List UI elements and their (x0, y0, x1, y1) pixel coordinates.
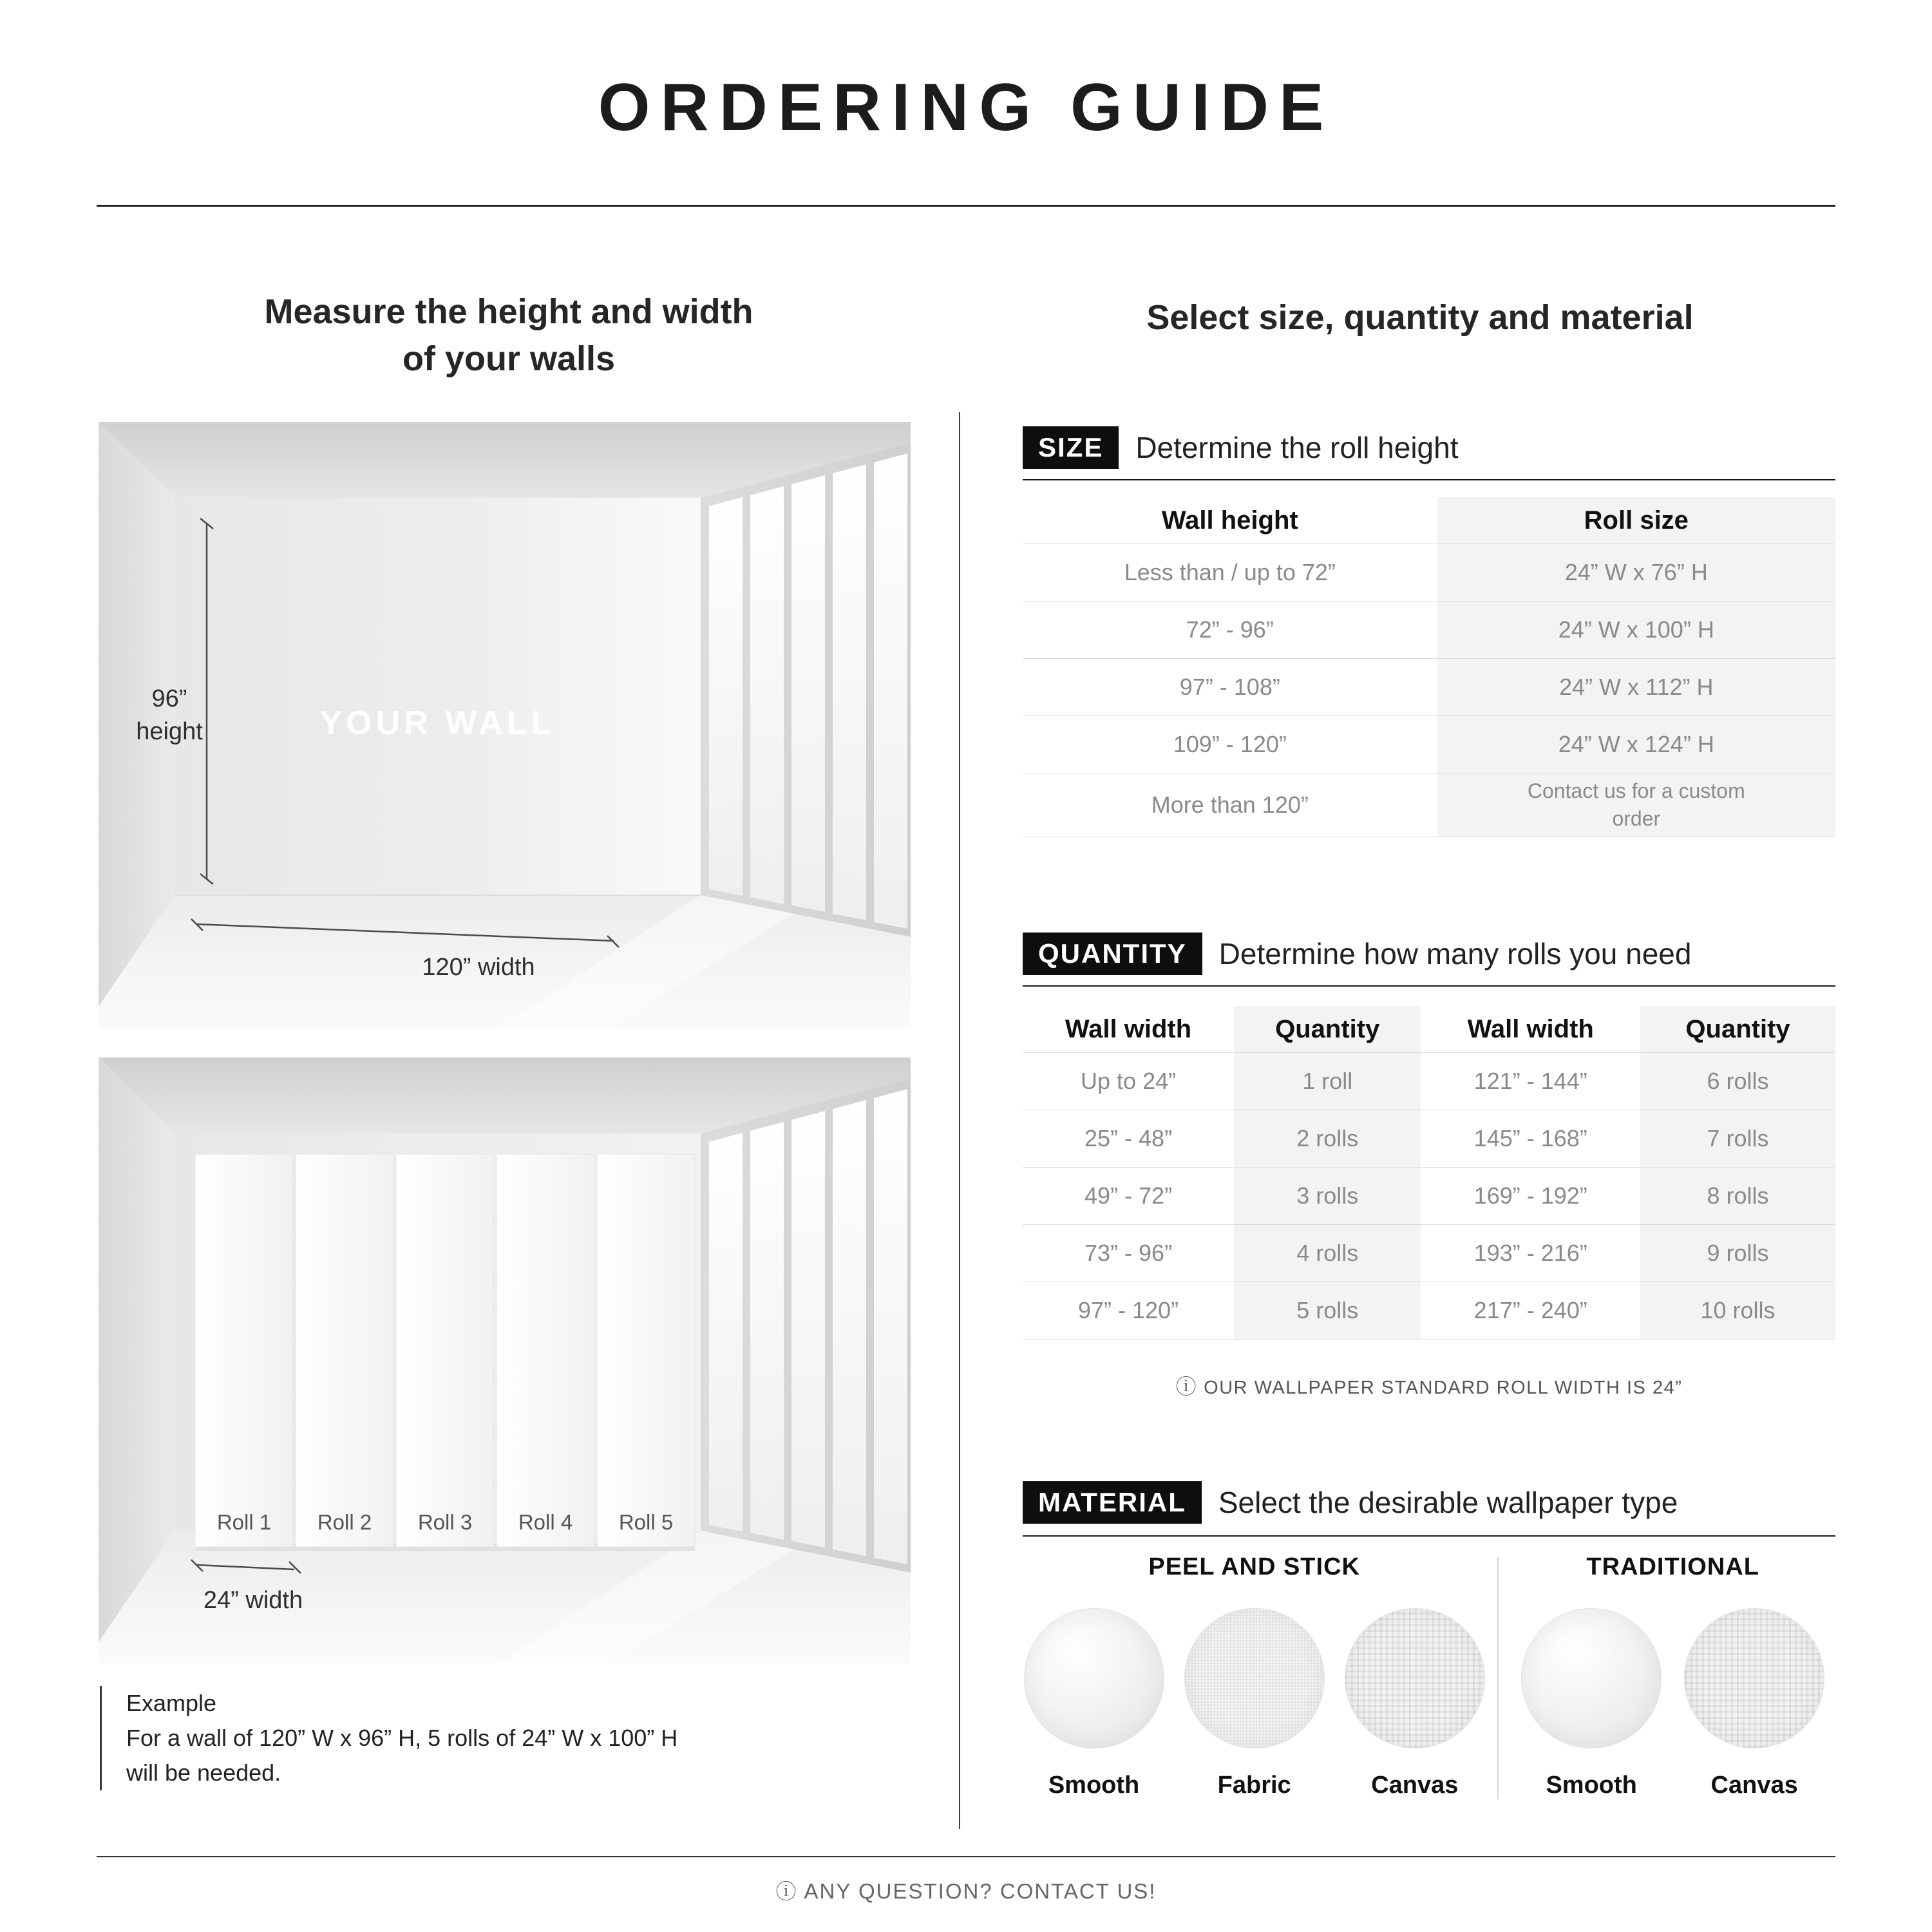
smooth-texture-icon (1521, 1608, 1662, 1748)
size-table-row (1023, 601, 1835, 659)
size-table-row (1023, 716, 1835, 773)
canvas-texture-icon (1684, 1608, 1824, 1748)
swatch-smooth-traditional (1519, 1608, 1664, 1799)
size-col-wall-height: Wall height (1161, 506, 1298, 535)
qty-col-wall-width-1: Wall width (1065, 1014, 1192, 1043)
size-divider (1023, 479, 1835, 480)
material-options (1023, 1553, 1835, 1799)
swatch-canvas-traditional (1682, 1608, 1827, 1799)
swatch-fabric (1183, 1608, 1325, 1799)
swatch-fabric-label: Fabric (1217, 1772, 1291, 1799)
material-subtitle: Select the desirable wallpaper type (1218, 1486, 1678, 1519)
size-table (1023, 497, 1835, 837)
size-section-header (1023, 426, 1835, 469)
swatch-smooth-traditional-label: Smooth (1546, 1772, 1637, 1799)
roll-2-label: Roll 2 (317, 1510, 372, 1534)
size-table-header (1023, 497, 1835, 544)
roll-size-cell: 24” W x 76” H (1437, 544, 1835, 601)
info-icon: ⓘ (775, 1880, 798, 1903)
roll-5-label: Roll 5 (618, 1510, 674, 1534)
size-col-roll-size: Roll size (1437, 497, 1835, 544)
wall-height-cell: More than 120” (1151, 791, 1309, 819)
custom-order-text: Contact us for a custom order (1527, 779, 1745, 831)
size-table-row (1023, 544, 1835, 601)
example-line1: For a wall of 120” W x 96” H, 5 rolls of 24” W x 100” H (126, 1725, 678, 1751)
quantity-section-header (1023, 933, 1835, 975)
swatch-canvas-traditional-label: Canvas (1710, 1772, 1798, 1799)
roll-size-cell: 24” W x 124” H (1437, 716, 1835, 773)
quantity-badge: QUANTITY (1023, 933, 1202, 975)
wall-width-cell: 49” - 72” (1084, 1182, 1173, 1209)
size-table-row (1023, 659, 1835, 716)
peel-and-stick-group (1023, 1553, 1486, 1799)
qty-col-quantity-1: Quantity (1234, 1006, 1421, 1052)
canvas-texture-icon (1345, 1608, 1485, 1748)
wall-width-cell: Up to 24” (1081, 1068, 1177, 1094)
roll-size-cell: 24” W x 100” H (1437, 601, 1835, 658)
quantity-subtitle: Determine how many rolls you need (1218, 937, 1692, 971)
qty-col-quantity-2: Quantity (1640, 1006, 1835, 1052)
footer-divider (97, 1856, 1835, 1857)
swatch-smooth-label: Smooth (1048, 1772, 1140, 1799)
size-subtitle: Determine the roll height (1135, 431, 1459, 464)
quantity-cell: 1 roll (1234, 1053, 1421, 1110)
roll-panels (195, 1154, 695, 1547)
size-badge: SIZE (1023, 426, 1119, 469)
material-badge: MATERIAL (1023, 1481, 1202, 1524)
size-table-row (1023, 773, 1835, 837)
wall-width-cell: 121” - 144” (1473, 1068, 1587, 1094)
measure-heading (103, 289, 914, 383)
wall-width-cell: 25” - 48” (1084, 1125, 1173, 1151)
roll-1-label: Roll 1 (216, 1510, 272, 1534)
measure-heading-line1: Measure the height and width (264, 292, 753, 331)
example-block (100, 1686, 886, 1790)
quantity-table-row (1023, 1053, 1835, 1110)
wall-width-cell: 145” - 168” (1473, 1125, 1587, 1151)
footer-contact-text: ANY QUESTION? CONTACT US! (804, 1879, 1157, 1903)
example-line2: will be needed. (126, 1759, 281, 1786)
wall-height-value: 96” (151, 685, 187, 712)
room-illustration-empty-wall (99, 422, 911, 1028)
swatch-canvas-label: Canvas (1371, 1772, 1459, 1799)
material-divider (1023, 1535, 1835, 1537)
peel-and-stick-swatches (1023, 1608, 1486, 1799)
smooth-texture-icon (1024, 1608, 1164, 1748)
column-divider (959, 412, 960, 1829)
your-wall-label: YOUR WALL (319, 705, 556, 742)
wall-height-word: height (136, 718, 203, 746)
traditional-title: TRADITIONAL (1586, 1553, 1759, 1580)
wall-width-cell: 217” - 240” (1473, 1297, 1587, 1323)
roll-size-cell: 24” W x 112” H (1437, 659, 1835, 715)
fabric-texture-icon (1184, 1608, 1325, 1748)
wall-height-cell: 72” - 96” (1186, 616, 1274, 643)
quantity-cell: 10 rolls (1640, 1282, 1835, 1339)
swatch-canvas (1343, 1608, 1486, 1799)
wall-width-cell: 193” - 216” (1473, 1240, 1587, 1266)
material-group-divider (1497, 1557, 1499, 1799)
wall-height-cell: 109” - 120” (1173, 731, 1287, 757)
room-illustration-rolls (99, 1057, 911, 1664)
roll-size-cell (1437, 773, 1835, 837)
quantity-cell: 6 rolls (1640, 1053, 1835, 1110)
room-render-rolls (99, 1057, 911, 1664)
traditional-swatches (1510, 1608, 1835, 1799)
quantity-cell: 3 rolls (1234, 1168, 1421, 1224)
quantity-table (1023, 1006, 1835, 1340)
material-section-header (1023, 1481, 1835, 1524)
swatch-smooth (1023, 1608, 1165, 1799)
wall-width-cell: 169” - 192” (1473, 1182, 1587, 1209)
wall-width-label: 120” width (422, 954, 535, 981)
example-title: Example (126, 1690, 217, 1716)
roll-4-label: Roll 4 (518, 1510, 573, 1534)
wall-height-cell: 97” - 108” (1179, 674, 1280, 700)
quantity-table-header (1023, 1006, 1835, 1053)
traditional-group (1510, 1553, 1835, 1799)
roll-width-note-text: OUR WALLPAPER STANDARD ROLL WIDTH IS 24” (1204, 1378, 1683, 1398)
qty-col-wall-width-2: Wall width (1467, 1014, 1594, 1043)
quantity-cell: 4 rolls (1234, 1225, 1421, 1282)
quantity-cell: 9 rolls (1640, 1225, 1835, 1282)
title-divider (97, 205, 1835, 207)
info-icon: ⓘ (1175, 1375, 1198, 1398)
quantity-table-row (1023, 1225, 1835, 1282)
roll-width-label: 24” width (203, 1587, 303, 1614)
quantity-cell: 5 rolls (1234, 1282, 1421, 1339)
wall-height-cell: Less than / up to 72” (1124, 559, 1336, 585)
quantity-table-row (1023, 1110, 1835, 1168)
measure-heading-line2: of your walls (402, 339, 616, 378)
quantity-table-row (1023, 1282, 1835, 1340)
roll-width-note (1023, 1370, 1835, 1400)
quantity-divider (1023, 985, 1835, 987)
quantity-cell: 7 rolls (1640, 1110, 1835, 1167)
footer-contact (0, 1875, 1932, 1905)
page-title: ORDERING GUIDE (598, 70, 1334, 145)
select-heading: Select size, quantity and material (1146, 298, 1694, 337)
roll-3-label: Roll 3 (417, 1510, 473, 1534)
peel-and-stick-title: PEEL AND STICK (1148, 1553, 1360, 1580)
quantity-table-row (1023, 1168, 1835, 1225)
wall-width-cell: 97” - 120” (1078, 1297, 1179, 1323)
quantity-cell: 8 rolls (1640, 1168, 1835, 1224)
quantity-cell: 2 rolls (1234, 1110, 1421, 1167)
wall-width-cell: 73” - 96” (1084, 1240, 1173, 1266)
